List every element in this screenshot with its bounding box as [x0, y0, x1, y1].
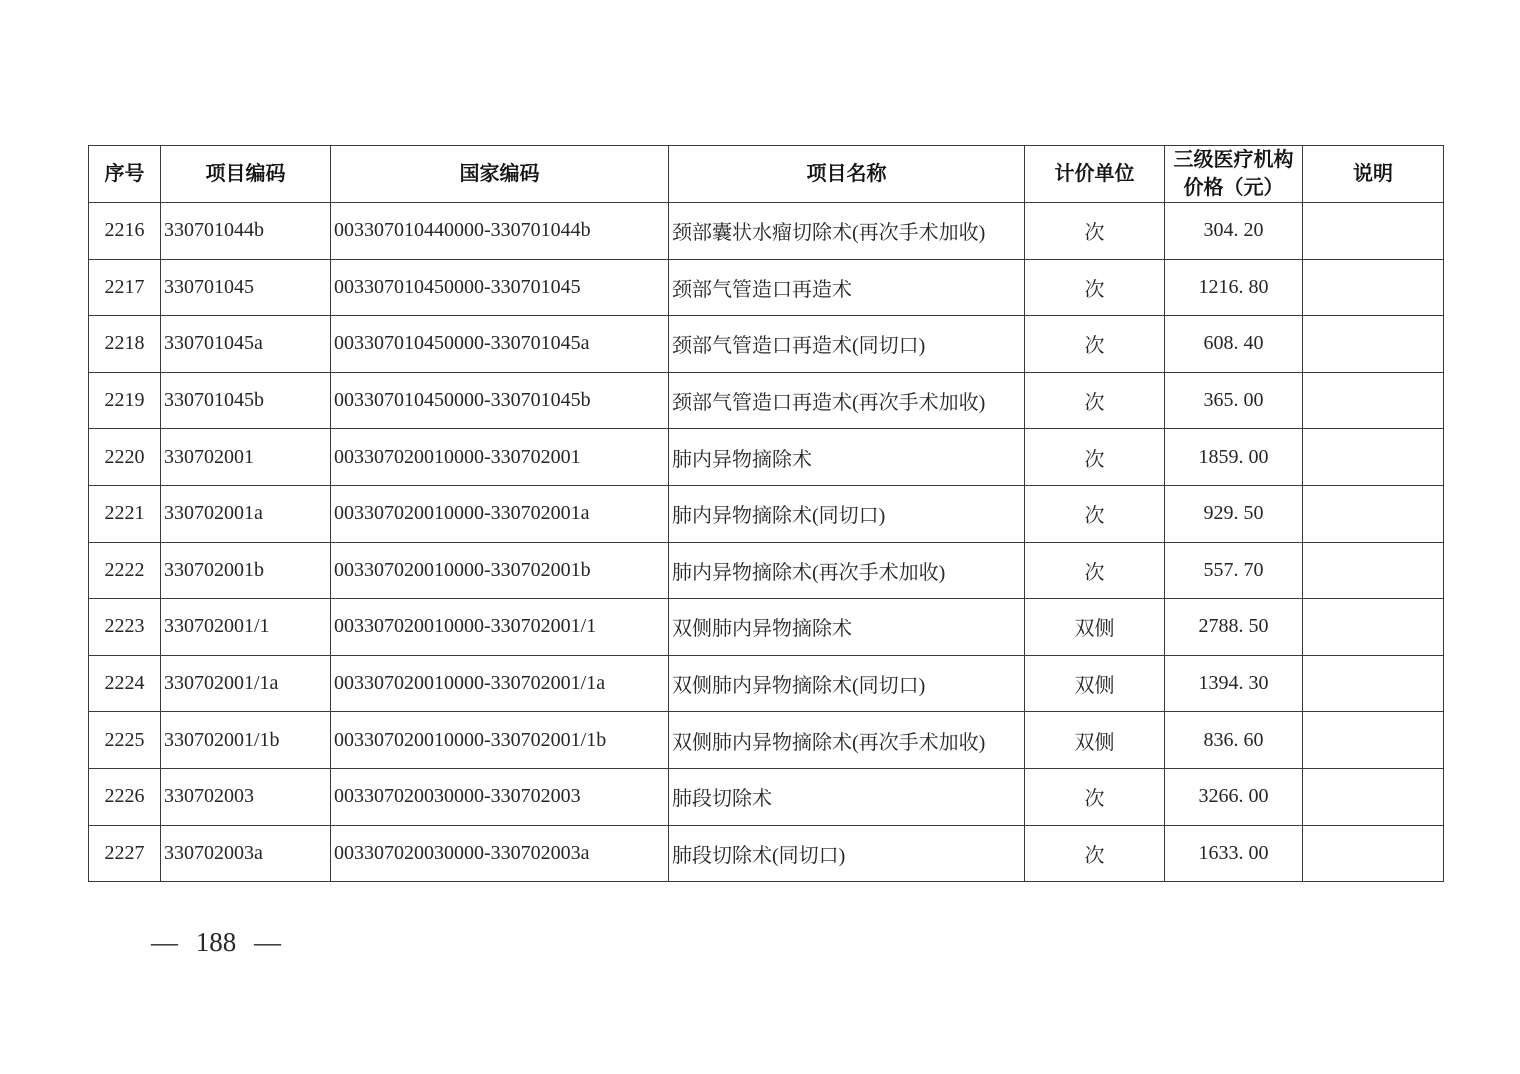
cell-price: 1394. 30 — [1165, 655, 1303, 712]
cell-price: 1216. 80 — [1165, 259, 1303, 316]
cell-national-code: 003307010450000-330701045b — [331, 372, 669, 429]
cell-national-code: 003307020010000-330702001 — [331, 429, 669, 486]
cell-note — [1303, 712, 1444, 769]
table-row — [89, 542, 1444, 599]
cell-project-name: 肺内异物摘除术(同切口) — [669, 485, 1025, 542]
cell-project-code: 330702001/1 — [161, 599, 331, 656]
cell-project-code: 330702001 — [161, 429, 331, 486]
header-note: 说明 — [1303, 146, 1444, 203]
cell-project-name: 颈部气管造口再造术(再次手术加收) — [669, 372, 1025, 429]
cell-note — [1303, 316, 1444, 373]
cell-note — [1303, 259, 1444, 316]
header-row — [89, 146, 1444, 203]
table-row — [89, 485, 1444, 542]
medical-price-table — [88, 145, 1444, 882]
header-index: 序号 — [89, 146, 161, 203]
header-tier3-price-line2: 价格（元） — [1183, 177, 1284, 199]
cell-national-code: 003307010450000-330701045 — [331, 259, 669, 316]
cell-national-code: 003307020010000-330702001a — [331, 485, 669, 542]
cell-pricing-unit: 次 — [1025, 203, 1165, 260]
cell-project-name: 肺内异物摘除术(再次手术加收) — [669, 542, 1025, 599]
cell-project-code: 330702001a — [161, 485, 331, 542]
cell-index: 2219 — [89, 372, 161, 429]
cell-note — [1303, 203, 1444, 260]
table-row — [89, 259, 1444, 316]
cell-national-code: 003307020010000-330702001/1a — [331, 655, 669, 712]
cell-pricing-unit: 次 — [1025, 259, 1165, 316]
cell-index: 2221 — [89, 485, 161, 542]
cell-project-code: 330701044b — [161, 203, 331, 260]
cell-note — [1303, 768, 1444, 825]
cell-project-name: 肺内异物摘除术 — [669, 429, 1025, 486]
cell-price: 3266. 00 — [1165, 768, 1303, 825]
cell-index: 2227 — [89, 825, 161, 882]
cell-index: 2216 — [89, 203, 161, 260]
cell-note — [1303, 655, 1444, 712]
cell-index: 2224 — [89, 655, 161, 712]
cell-national-code: 003307020030000-330702003a — [331, 825, 669, 882]
table-row — [89, 599, 1444, 656]
cell-price: 1633. 00 — [1165, 825, 1303, 882]
cell-national-code: 003307010440000-330701044b — [331, 203, 669, 260]
cell-price: 1859. 00 — [1165, 429, 1303, 486]
cell-price: 557. 70 — [1165, 542, 1303, 599]
cell-project-code: 330702001/1a — [161, 655, 331, 712]
cell-project-code: 330702003 — [161, 768, 331, 825]
cell-price: 929. 50 — [1165, 485, 1303, 542]
page-number: — 188 — — [151, 927, 281, 957]
cell-project-code: 330702001/1b — [161, 712, 331, 769]
cell-national-code: 003307020030000-330702003 — [331, 768, 669, 825]
cell-project-name: 双侧肺内异物摘除术(再次手术加收) — [669, 712, 1025, 769]
cell-project-name: 双侧肺内异物摘除术 — [669, 599, 1025, 656]
cell-note — [1303, 372, 1444, 429]
cell-pricing-unit: 次 — [1025, 542, 1165, 599]
header-project-code: 项目编码 — [161, 146, 331, 203]
header-national-code: 国家编码 — [331, 146, 669, 203]
table-row — [89, 203, 1444, 260]
cell-index: 2220 — [89, 429, 161, 486]
cell-price: 304. 20 — [1165, 203, 1303, 260]
cell-project-name: 颈部气管造口再造术 — [669, 259, 1025, 316]
table-body — [89, 203, 1444, 882]
cell-pricing-unit: 次 — [1025, 825, 1165, 882]
cell-price: 836. 60 — [1165, 712, 1303, 769]
cell-project-name: 肺段切除术(同切口) — [669, 825, 1025, 882]
table-row — [89, 372, 1444, 429]
cell-note — [1303, 542, 1444, 599]
cell-national-code: 003307010450000-330701045a — [331, 316, 669, 373]
cell-index: 2218 — [89, 316, 161, 373]
cell-project-code: 330702001b — [161, 542, 331, 599]
cell-project-code: 330701045 — [161, 259, 331, 316]
cell-note — [1303, 485, 1444, 542]
table-row — [89, 316, 1444, 373]
cell-national-code: 003307020010000-330702001b — [331, 542, 669, 599]
cell-project-code: 330701045a — [161, 316, 331, 373]
table-row — [89, 712, 1444, 769]
cell-index: 2223 — [89, 599, 161, 656]
cell-pricing-unit: 次 — [1025, 372, 1165, 429]
cell-pricing-unit: 次 — [1025, 316, 1165, 373]
cell-national-code: 003307020010000-330702001/1b — [331, 712, 669, 769]
cell-index: 2226 — [89, 768, 161, 825]
cell-project-name: 肺段切除术 — [669, 768, 1025, 825]
table-row — [89, 655, 1444, 712]
cell-note — [1303, 429, 1444, 486]
cell-index: 2222 — [89, 542, 161, 599]
cell-national-code: 003307020010000-330702001/1 — [331, 599, 669, 656]
cell-project-code: 330702003a — [161, 825, 331, 882]
cell-price: 365. 00 — [1165, 372, 1303, 429]
header-pricing-unit: 计价单位 — [1025, 146, 1165, 203]
cell-project-code: 330701045b — [161, 372, 331, 429]
cell-pricing-unit: 次 — [1025, 429, 1165, 486]
table-row — [89, 825, 1444, 882]
cell-price: 608. 40 — [1165, 316, 1303, 373]
cell-note — [1303, 825, 1444, 882]
cell-pricing-unit: 次 — [1025, 768, 1165, 825]
header-tier3-price-line1: 三级医疗机构 — [1173, 149, 1294, 171]
cell-pricing-unit: 双侧 — [1025, 712, 1165, 769]
cell-pricing-unit: 双侧 — [1025, 655, 1165, 712]
cell-project-name: 双侧肺内异物摘除术(同切口) — [669, 655, 1025, 712]
cell-index: 2217 — [89, 259, 161, 316]
cell-pricing-unit: 次 — [1025, 485, 1165, 542]
cell-note — [1303, 599, 1444, 656]
cell-pricing-unit: 双侧 — [1025, 599, 1165, 656]
cell-project-name: 颈部囊状水瘤切除术(再次手术加收) — [669, 203, 1025, 260]
cell-project-name: 颈部气管造口再造术(同切口) — [669, 316, 1025, 373]
header-project-name: 项目名称 — [669, 146, 1025, 203]
table-row — [89, 429, 1444, 486]
cell-price: 2788. 50 — [1165, 599, 1303, 656]
cell-index: 2225 — [89, 712, 161, 769]
header-tier3-price — [1165, 146, 1303, 203]
table-row — [89, 768, 1444, 825]
